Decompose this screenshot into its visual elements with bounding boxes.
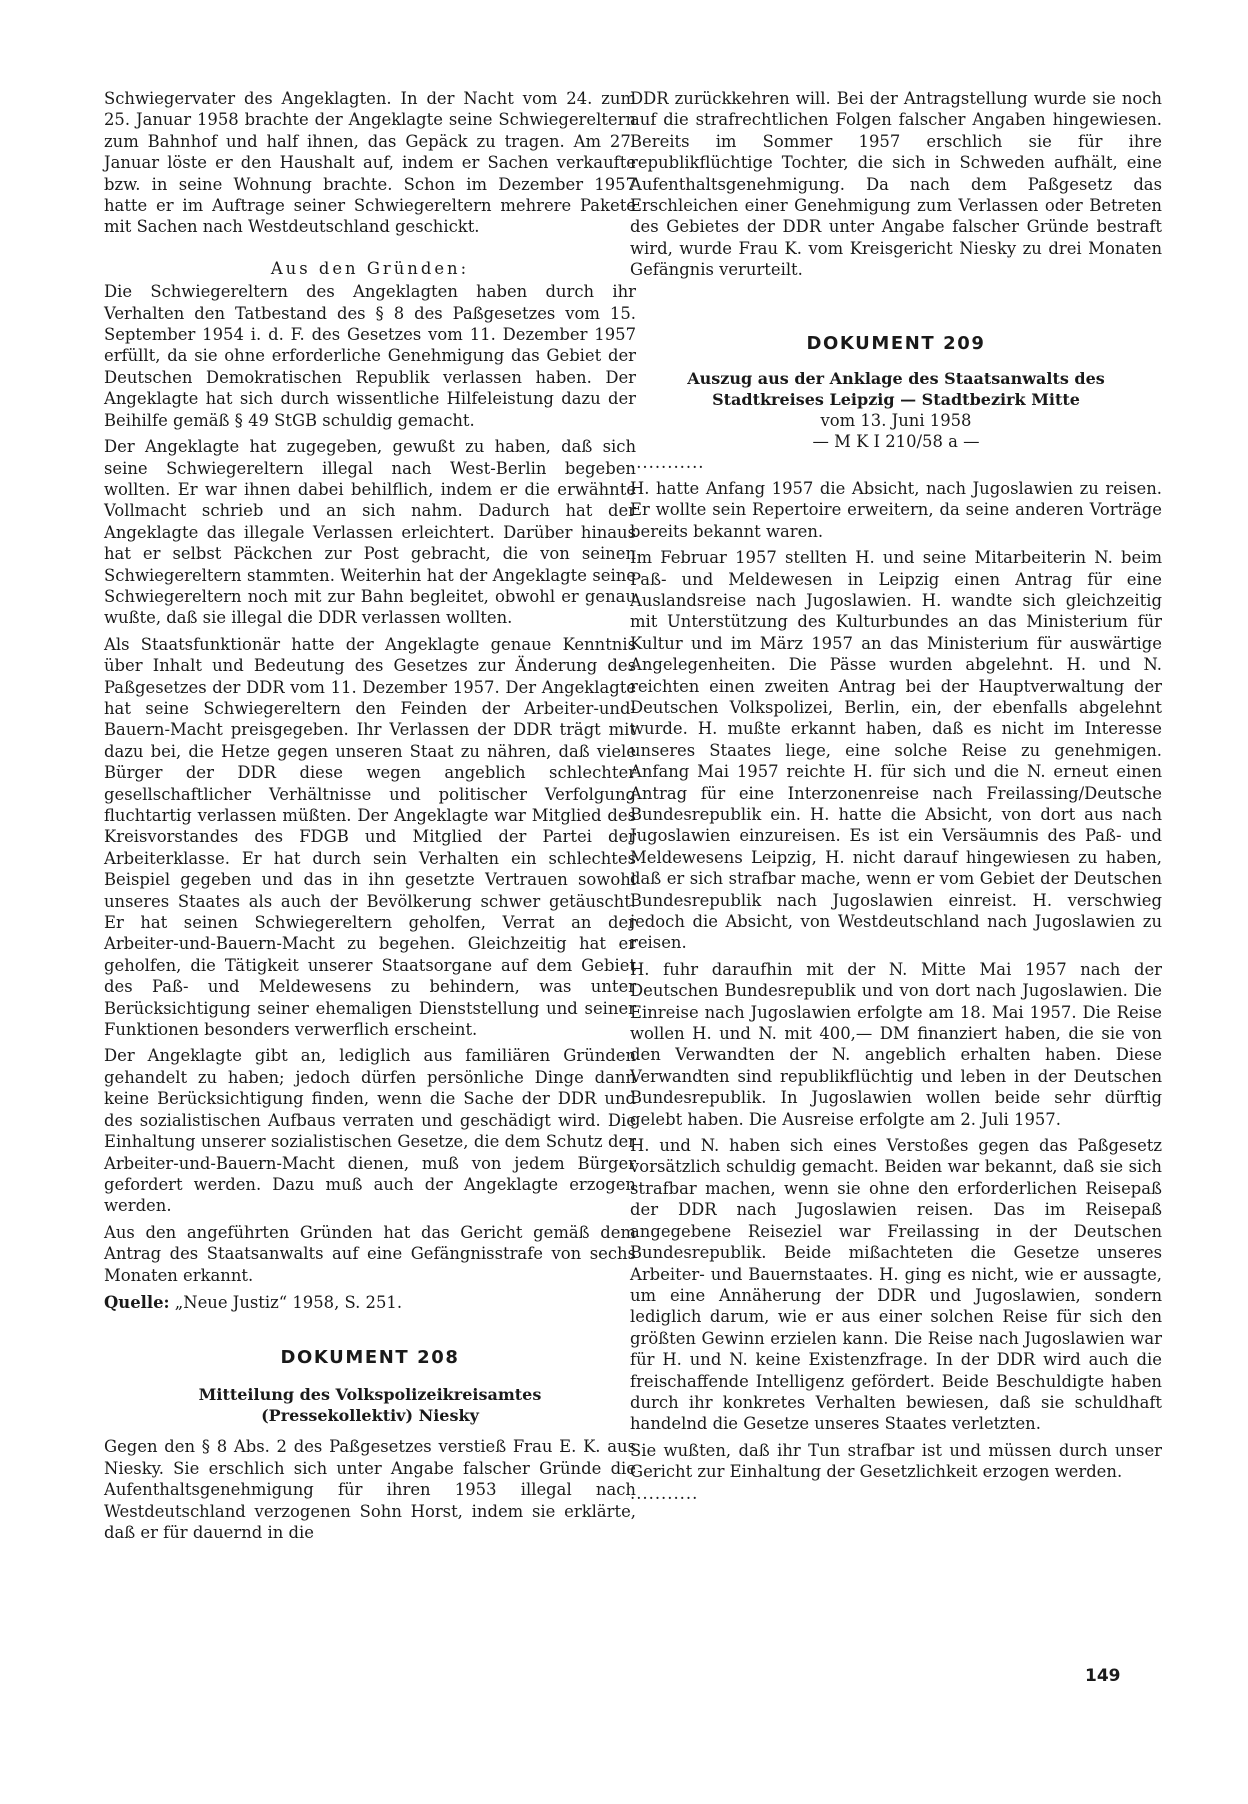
paragraph: DDR zurückkehren will. Bei der Antragstellung wurde sie noch auf die strafrechtlichen Folgen falscher Angaben hingewiesen. Bereits im Sommer 1957 erschlich sie für ihre republikflüchtige Tochter, die sich in Schweden aufhält, eine Aufenthaltsgenehmigung. Da nach dem Paßgesetz das Erschleichen einer Genehmigung zum Verlassen oder Betreten des Gebietes der DDR unter Angabe falscher Gründe bestraft wird, wurde Frau K. vom Kreisgericht Niesky zu drei Monaten Gefängnis verurteilt. — [630, 89, 1162, 280]
paragraph: Der Angeklagte hat zugegeben, gewußt zu haben, daß sich seine Schwiegereltern illegal nach West-Berlin begeben wollten. Er war ihnen dabei behilflich, indem er die erwähnte Vollmacht schrieb und an sich nahm. Dadurch hat der Angeklagte das illegale Verlassen erleichtert. Darüber hinaus hat er selbst Päckchen zur Post gebracht, die von seinen Schwiegereltern stammten. Weiterhin hat der Angeklagte seine Schwiegereltern noch mit zur Bahn begleitet, obwohl er genau wußte, daß sie illegal die DDR verlassen wollten. — [104, 437, 636, 628]
source-citation — [104, 1292, 636, 1313]
right-column — [630, 88, 1162, 1504]
paragraph: Im Februar 1957 stellten H. und seine Mitarbeiterin N. beim Paß- und Meldewesen in Leipzig einen Antrag für eine Auslandsreise nach Jugoslawien. H. wandte sich gleichzeitig mit Unterstützung des Kulturbundes an das Ministerium für Kultur und im März 1957 an das Ministerium für auswärtige Angelegenheiten. Die Pässe wurden abgelehnt. H. und N. reichten einen zweiten Antrag bei der Hauptverwaltung der Deutschen Volkspolizei, Berlin, ein, der ebenfalls abgelehnt wurde. H. mußte erkannt haben, daß es nicht im Interesse unseres Staates liege, eine solche Reise zu genehmigen. Anfang Mai 1957 reichte H. für sich und die N. erneut einen Antrag für eine Interzonenreise nach Freilassing/Deutsche Bundesrepublik ein. H. hatte die Absicht, von dort aus nach Jugoslawien einzureisen. Es ist ein Versäumnis des Paß- und Meldewesens Leipzig, H. nicht darauf hingewiesen zu haben, daß er sich strafbar mache, wenn er vom Gebiet der Deutschen Bundesrepublik nach Jugoslawien einreist. H. verschwieg jedoch die Absicht, von Westdeutschland nach Jugoslawien zu reisen. — [630, 548, 1162, 953]
source-text: „Neue Justiz“ 1958, S. 251. — [169, 1292, 403, 1312]
paragraph: Aus den angeführten Gründen hat das Gericht gemäß dem Antrag des Staatsanwalts auf eine Gefängnisstrafe von sechs Monaten erkannt. — [104, 1222, 636, 1285]
paragraph: H. hatte Anfang 1957 die Absicht, nach Jugoslawien zu reisen. Er wollte sein Repertoire erweitern, da seine anderen Vorträge bereits bekannt waren. — [630, 478, 1162, 541]
document-209-title: DOKUMENT 209 — [806, 332, 986, 354]
paragraph: H. fuhr daraufhin mit der N. Mitte Mai 1957 nach der Deutschen Bundesrepublik und von dort nach Jugoslawien. Die Einreise nach Jugoslawien erfolgte am 18. Mai 1957. Die Reise wollen H. und N. mit 400,— DM finanziert haben, die sie von den Verwandten der N. angeblich erhalten haben. Diese Verwandten sind republikflüchtig und leben in der Deutschen Bundesrepublik. In Jugoslawien wollen beide sehr dürftig gelebt haben. Die Ausreise erfolgte am 2. Juli 1957. — [630, 959, 1162, 1129]
document-208-title: DOKUMENT 208 — [280, 1347, 460, 1369]
document-208-heading: Mitteilung des Volkspolizeikreisamtes — [198, 1385, 542, 1405]
paragraph: H. und N. haben sich eines Verstoßes gegen das Paßgesetz vorsätzlich schuldig gemacht. Beiden war bekannt, daß sie sich strafbar machen, wenn sie ohne den erforderlichen Reisepaß der DDR nach Jugoslawien reisen. Das im Reisepaß angegebene Reiseziel war Freilassing in der Deutschen Bundesrepublik. Beide mißachteten die Gesetze unseres Arbeiter- und Bauernstaates. H. ging es nicht, wie er aussagte, um eine Annäherung der DDR und Jugoslawien, sondern lediglich darum, wie er aus einer solchen Reise für sich den größten Gewinn erzielen kann. Die Reise nach Jugoslawien war für H. und N. keine Existenzfrage. In der DDR wird auch die freischaffende Intelligenz gefördert. Beide Beschuldigte haben durch ihr konkretes Verhalten bewiesen, daß sie schuldhaft handelnd die Gesetze unseres Staates verletzten. — [630, 1136, 1162, 1434]
paragraph: Sie wußten, daß ihr Tun strafbar ist und müssen durch unser Gericht zur Einhaltung der Gesetzlichkeit erzogen werden. — [630, 1440, 1162, 1482]
left-column — [104, 88, 636, 1543]
paragraph: Als Staatsfunktionär hatte der Angeklagte genaue Kenntnis über Inhalt und Bedeutung des Gesetzes zur Änderung des Paßgesetzes der DDR vom 11. Dezember 1957. Der Angeklagte hat seine Schwiegereltern den Feinden der Arbeiter-und-Bauern-Macht preisgegeben. Ihr Verlassen der DDR trägt mit dazu bei, die Hetze gegen unseren Staat zu nähren, daß viele Bürger der DDR diese wegen angeblich schlechter gesellschaftlicher Verhältnisse und politischer Verfolgung fluchtartig verlassen müßten. Der Angeklagte war Mitglied des Kreisvorstandes des FDGB und Mitglied der Partei der Arbeiterklasse. Er hat durch sein Verhalten ein schlechtes Beispiel gegeben und das in ihn gesetzte Vertrauen sowohl unseres Staates als auch der Bevölkerung schwer getäuscht. Er hat seinen Schwiegereltern geholfen, Verrat an der Arbeiter-und-Bauern-Macht zu begehen. Gleichzeitig hat er geholfen, die Tätigkeit unserer Staatsorgane auf dem Gebiet des Paß- und Meldewesens zu behindern, was unter Berücksichtigung seiner ehemaligen Dienststellung und seiner Funktionen besonders verwerflich erscheint. — [104, 634, 636, 1040]
source-label: Quelle: — [104, 1292, 170, 1312]
paragraph: Die Schwiegereltern des Angeklagten haben durch ihr Verhalten den Tatbestand des § 8 des Paßgesetzes vom 15. September 1954 i. d. F. des Gesetzes vom 11. Dezember 1957 erfüllt, da sie ohne erforderliche Genehmigung das Gebiet der Deutschen Demokratischen Republik verlassen haben. Der Angeklagte hat sich durch wissentliche Hilfeleistung dazu der Beihilfe gemäß § 49 StGB schuldig gemacht. — [104, 282, 636, 430]
ellipsis-dots: ............ — [630, 453, 705, 473]
document-209-heading: Auszug aus der Anklage des Staatsanwalts des Stadtkreises Leipzig — Stadtbezirk Mitte — [687, 368, 1105, 409]
page-number: 149 — [1085, 1666, 1121, 1686]
paragraph: Der Angeklagte gibt an, lediglich aus familiären Gründen gehandelt zu haben; jedoch dürfen persönliche Dinge dann keine Berücksichtigung finden, wenn die Sache der DDR und des sozialistischen Aufbaus verraten und geschädigt wird. Die Einhaltung unserer sozialistischen Gesetze, die dem Schutz der Arbeiter-und-Bauern-Macht dienen, muß von jedem Bürger gefordert werden. Dazu muß auch der Angeklagte erzogen werden. — [104, 1046, 636, 1216]
document-208-heading-2: (Pressekollektiv) Niesky — [261, 1406, 479, 1426]
ellipsis-dots-end: ........... — [630, 1483, 699, 1503]
document-209-reference: — M K I 210/58 a — — [812, 432, 980, 452]
document-209-date: vom 13. Juni 1958 — [820, 410, 972, 430]
paragraph: Schwiegervater des Angeklagten. In der Nacht vom 24. zum 25. Januar 1958 brachte der Angeklagte seine Schwiegereltern zum Bahnhof und half ihnen, das Gepäck zu tragen. Am 27. Januar löste er den Haushalt auf, indem er Sachen verkaufte bzw. in seine Wohnung brachte. Schon im Dezember 1957 hatte er im Auftrage seiner Schwiegereltern mehrere Pakete mit Sachen nach Westdeutschland geschickt. — [104, 89, 636, 237]
paragraph: Gegen den § 8 Abs. 2 des Paßgesetzes verstieß Frau E. K. aus Niesky. Sie erschlich sich unter Angabe falscher Gründe die Aufenthaltsgenehmigung für ihren 1953 illegal nach Westdeutschland verzogenen Sohn Horst, indem sie erklärte, daß er für dauernd in die — [104, 1437, 636, 1542]
section-subheading: Aus den Gründen: — [270, 258, 470, 278]
